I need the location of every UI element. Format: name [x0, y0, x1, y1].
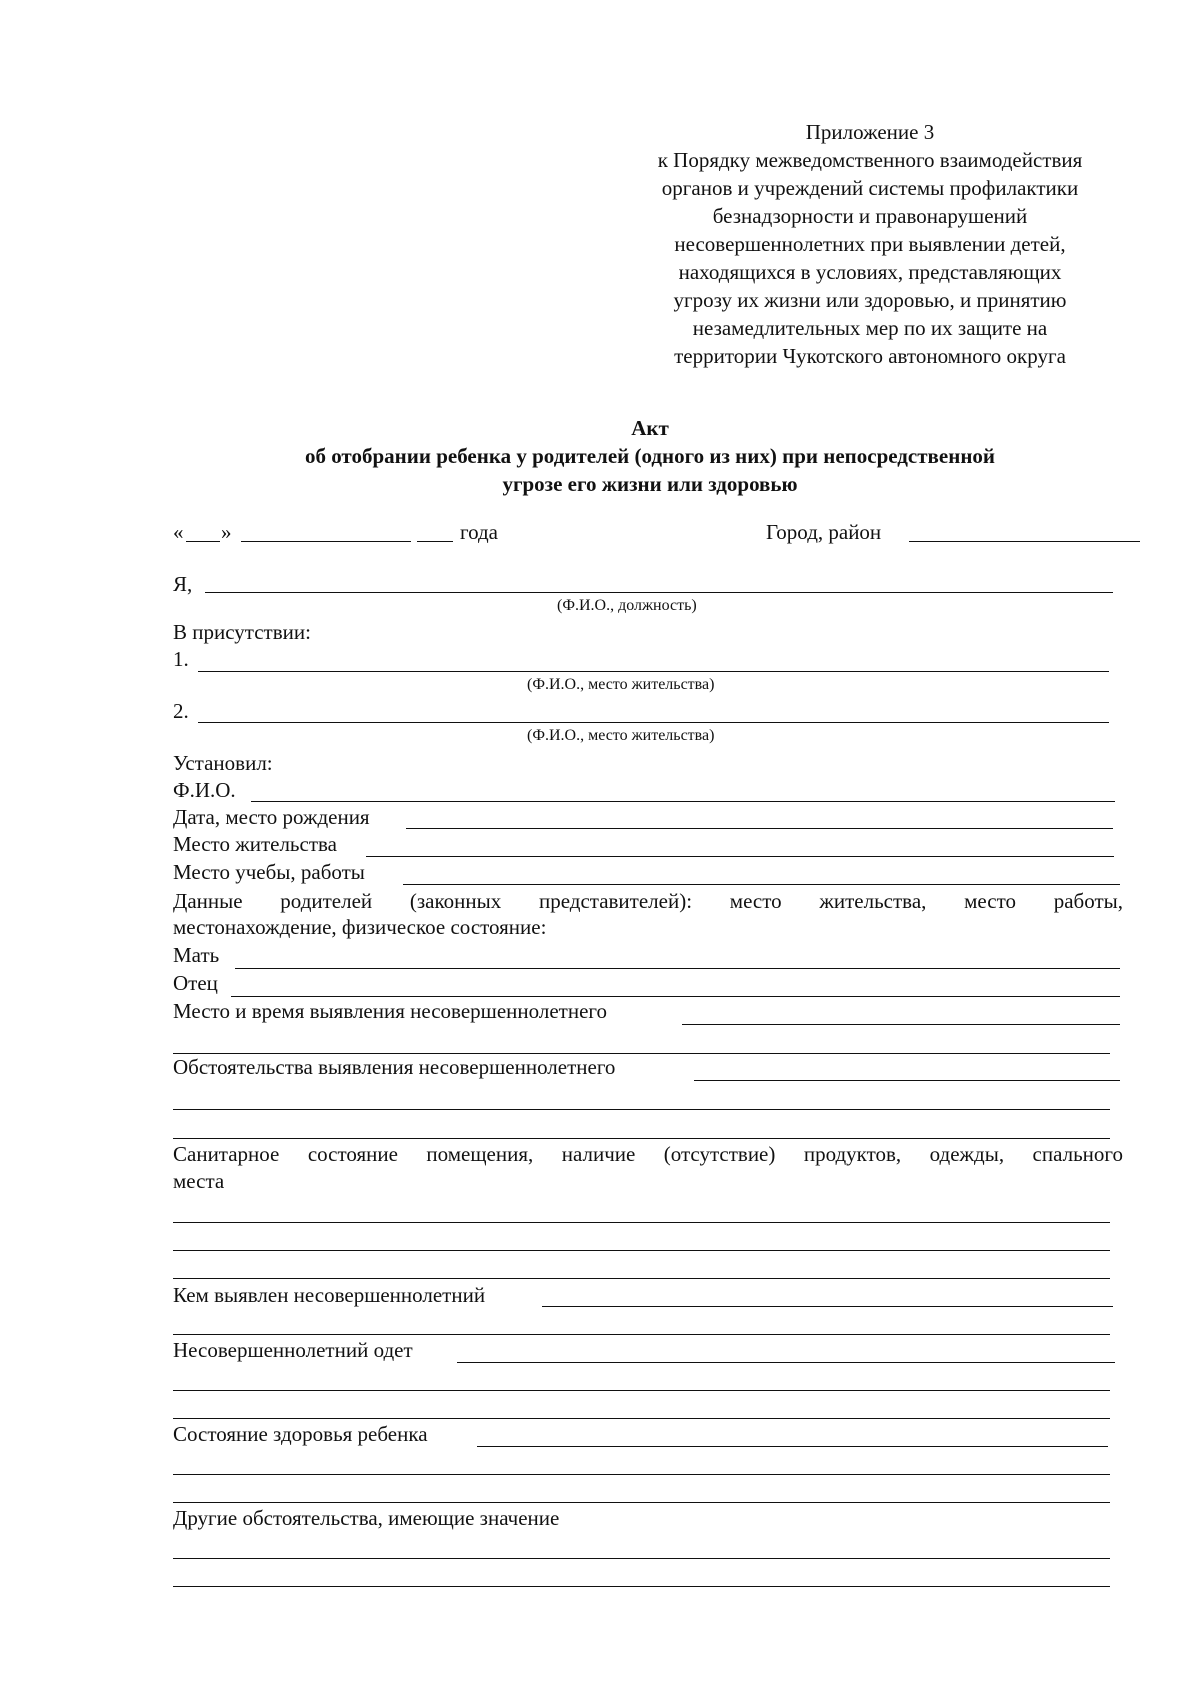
document-subtitle-cont: угрозе его жизни или здоровью [502, 472, 798, 496]
appendix-line: безнадзорности и правонарушений [712, 204, 1028, 228]
parents-data-label-cont: местонахождение, физическое состояние: [173, 915, 547, 939]
sanitary-field-line2[interactable] [173, 1250, 1110, 1251]
sanitary-field[interactable] [173, 1222, 1110, 1223]
health-field-line3[interactable] [173, 1502, 1110, 1503]
other-circumstances-field[interactable] [173, 1558, 1110, 1559]
dressed-label: Несовершеннолетний одет [173, 1338, 413, 1362]
study-field[interactable] [403, 884, 1120, 885]
other-circumstances-label: Другие обстоятельства, имеющие значение [173, 1506, 560, 1530]
official-name-field[interactable] [205, 592, 1113, 593]
city-label: Город, район [766, 520, 882, 544]
day-field[interactable] [186, 541, 220, 542]
circumstances-field-line3[interactable] [173, 1138, 1110, 1139]
fio-field[interactable] [251, 801, 1115, 802]
circumstances-field-line2[interactable] [173, 1109, 1110, 1110]
witness1-hint: (Ф.И.О., место жительства) [527, 676, 715, 693]
father-label: Отец [173, 971, 218, 995]
study-label: Место учебы, работы [173, 860, 365, 884]
official-name-hint: (Ф.И.О., должность) [557, 597, 697, 614]
document-title: Акт [631, 416, 669, 440]
birth-field[interactable] [406, 828, 1113, 829]
mother-field[interactable] [235, 968, 1120, 969]
residence-field[interactable] [366, 856, 1114, 857]
sanitary-label: Санитарное состояние помещения, наличие (отсутствие) продуктов, одежды, спального [173, 1142, 1123, 1166]
health-field-line2[interactable] [173, 1474, 1110, 1475]
place-time-field[interactable] [682, 1024, 1120, 1025]
sanitary-field-line3[interactable] [173, 1278, 1110, 1279]
appendix-line: к Порядку межведомственного взаимодействия [657, 148, 1083, 172]
witness2-hint: (Ф.И.О., место жительства) [527, 727, 715, 744]
dressed-field-line2[interactable] [173, 1390, 1110, 1391]
year-label: года [460, 520, 498, 544]
father-field[interactable] [231, 996, 1120, 997]
witness1-label: 1. [173, 647, 189, 671]
who-found-field[interactable] [542, 1306, 1113, 1307]
dressed-field[interactable] [457, 1362, 1115, 1363]
sanitary-label-cont: места [173, 1169, 225, 1193]
witness2-label: 2. [173, 699, 189, 723]
who-found-label: Кем выявлен несовершеннолетний [173, 1283, 486, 1307]
appendix-line: территории Чукотского автономного округа [674, 344, 1066, 368]
date-close-quote: » [221, 520, 232, 544]
year-field[interactable] [417, 541, 453, 542]
circumstances-field[interactable] [694, 1080, 1120, 1081]
mother-label: Мать [173, 943, 220, 967]
fio-label: Ф.И.О. [173, 778, 236, 802]
parents-data-label: Данные родителей (законных представителей): место жительства, место работы, [173, 889, 1123, 913]
appendix-header [600, 118, 1140, 370]
place-time-label: Место и время выявления несовершеннолетнего [173, 999, 607, 1023]
witness1-field[interactable] [198, 671, 1109, 672]
established-label: Установил: [173, 751, 273, 775]
date-open-quote: « [173, 520, 184, 544]
appendix-line: органов и учреждений системы профилактики [661, 176, 1079, 200]
health-label: Состояние здоровья ребенка [173, 1422, 428, 1446]
document-subtitle: об отобрании ребенка у родителей (одного из них) при непосредственной [304, 444, 996, 468]
health-field[interactable] [477, 1446, 1108, 1447]
appendix-line: незамедлительных мер по их защите на [692, 316, 1048, 340]
appendix-line: несовершеннолетних при выявлении детей, [674, 232, 1066, 256]
birth-label: Дата, место рождения [173, 805, 370, 829]
residence-label: Место жительства [173, 832, 337, 856]
circumstances-label: Обстоятельства выявления несовершеннолетнего [173, 1055, 616, 1079]
appendix-line: угрозу их жизни или здоровью, и принятию [673, 288, 1067, 312]
city-field[interactable] [909, 541, 1140, 542]
witness2-field[interactable] [198, 722, 1109, 723]
appendix-line: Приложение 3 [805, 120, 935, 144]
appendix-line: находящихся в условиях, представляющих [678, 260, 1062, 284]
dressed-field-line3[interactable] [173, 1418, 1110, 1419]
month-field[interactable] [241, 541, 411, 542]
i-label: Я, [173, 572, 193, 596]
presence-label: В присутствии: [173, 620, 311, 644]
other-circumstances-field-line2[interactable] [173, 1586, 1110, 1587]
who-found-field-line2[interactable] [173, 1334, 1110, 1335]
